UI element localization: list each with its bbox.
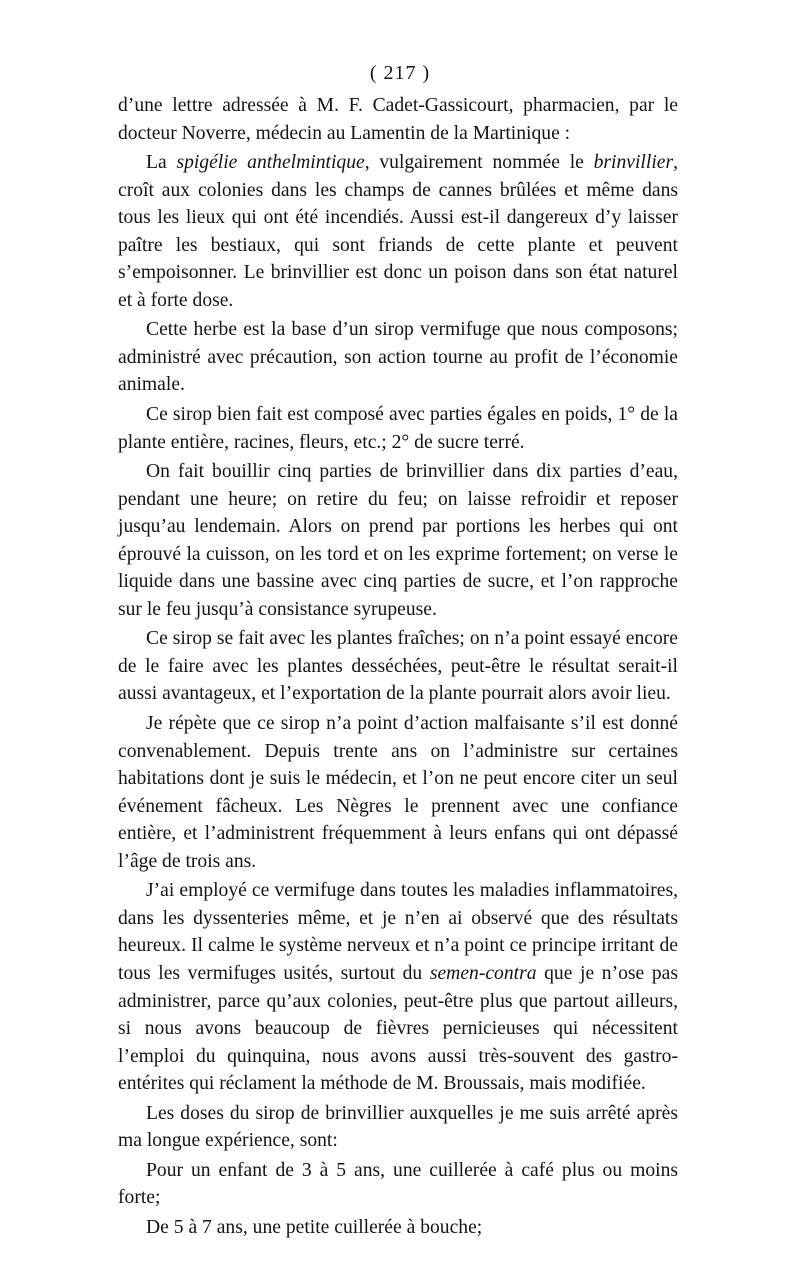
paragraph-emploi: [118, 877, 678, 1097]
text-run: , vulgairement nommée le: [364, 152, 594, 174]
page-number: ( 217 ): [369, 62, 431, 84]
text-run: , croît aux colonies dans les champs de cannes brûlées et même dans tous les lieux qui ont été incendiés. Aussi est-il dangereux d’y laisser paître les bestiaux, qui sont friands de cette plante et peuvent s’empoisonner. Le brinvillier est donc un poison dans son état naturel et à forte dose.: [118, 152, 678, 311]
paragraph-spigelie: [118, 149, 678, 314]
paragraph-doses: Les doses du sirop de brinvillier auxquelles je me suis arrêté après ma longue expérience, sont:: [118, 1102, 678, 1152]
paragraph-dose-5-7: De 5 à 7 ans, une petite cuillerée à bouche;: [146, 1216, 483, 1238]
paragraph-dose-3-5: Pour un enfant de 3 à 5 ans, une cuillerée à café plus ou moins forte;: [118, 1159, 678, 1209]
paragraph-innocuite: Je répète que ce sirop n’a point d’action malfaisante s’il est donné convenablement. Depuis trente ans on l’administre sur certaines habitations dont je suis le médecin, et l’on ne peut encore citer un seul événement fâcheux. Les Nègres le prennent avec une confiance entière, et l’administrent fréquemment à leurs enfans qui ont dépassé l’âge de trois ans.: [118, 713, 678, 872]
italic-term-semen-contra: semen-contra: [429, 962, 537, 984]
paragraph-preparation: On fait bouillir cinq parties de brinvillier dans dix parties d’eau, pendant une heure; on retire du feu; on laisse refroidir et reposer jusqu’au lendemain. Alors on prend par portions les herbes qui ont éprouvé la cuisson, on les tord et on les exprime fortement; on verse le liquide dans une bassine avec cinq parties de sucre, et l’on rapproche sur le feu jusqu’à consistance syrupeuse.: [118, 461, 678, 620]
text-run: que je n’ose pas administrer, parce qu’aux colonies, peut-être plus que partout ailleurs, si nous avons beaucoup de fièvres pernicieuses qui nécessitent l’emploi du quinquina, nous avons aussi très-souvent des gastro-entérites qui réclament la méthode de M. Broussais, mais modifiée.: [118, 962, 678, 1095]
paragraph-composition: Ce sirop bien fait est composé avec parties égales en poids, 1° de la plante entière, racines, fleurs, etc.; 2° de sucre terré.: [118, 404, 678, 453]
paragraph-sirop-base: Cette herbe est la base d’un sirop vermifuge que nous composons; administré avec précaution, son action tourne au profit de l’économie animale.: [118, 319, 678, 396]
italic-term-brinvillier: brinvillier: [593, 152, 674, 174]
text-run: La: [146, 152, 177, 174]
paragraph-continuation: d’une lettre adressée à M. F. Cadet-Gassicourt, pharmacien, par le docteur Noverre, médecin au Lamentin de la Martinique :: [118, 95, 678, 144]
paragraph-plantes-fraiches: Ce sirop se fait avec les plantes fraîches; on n’a point essayé encore de le faire avec les plantes desséchées, peut-être le résultat serait-il aussi avantageux, et l’exportation de la plante pourrait alors avoir lieu.: [118, 628, 678, 705]
text-run: J’ai employé ce vermifuge dans toutes les maladies inflammatoires, dans les dyssenteries même, et je n’en ai observé que des résultats heureux. Il calme le système nerveux et n’a point ce principe irritant de tous les vermifuges usités, surtout du: [118, 880, 678, 984]
body-text: [118, 92, 678, 1243]
italic-term-spigelie: spigélie anthelmintique: [176, 152, 365, 174]
